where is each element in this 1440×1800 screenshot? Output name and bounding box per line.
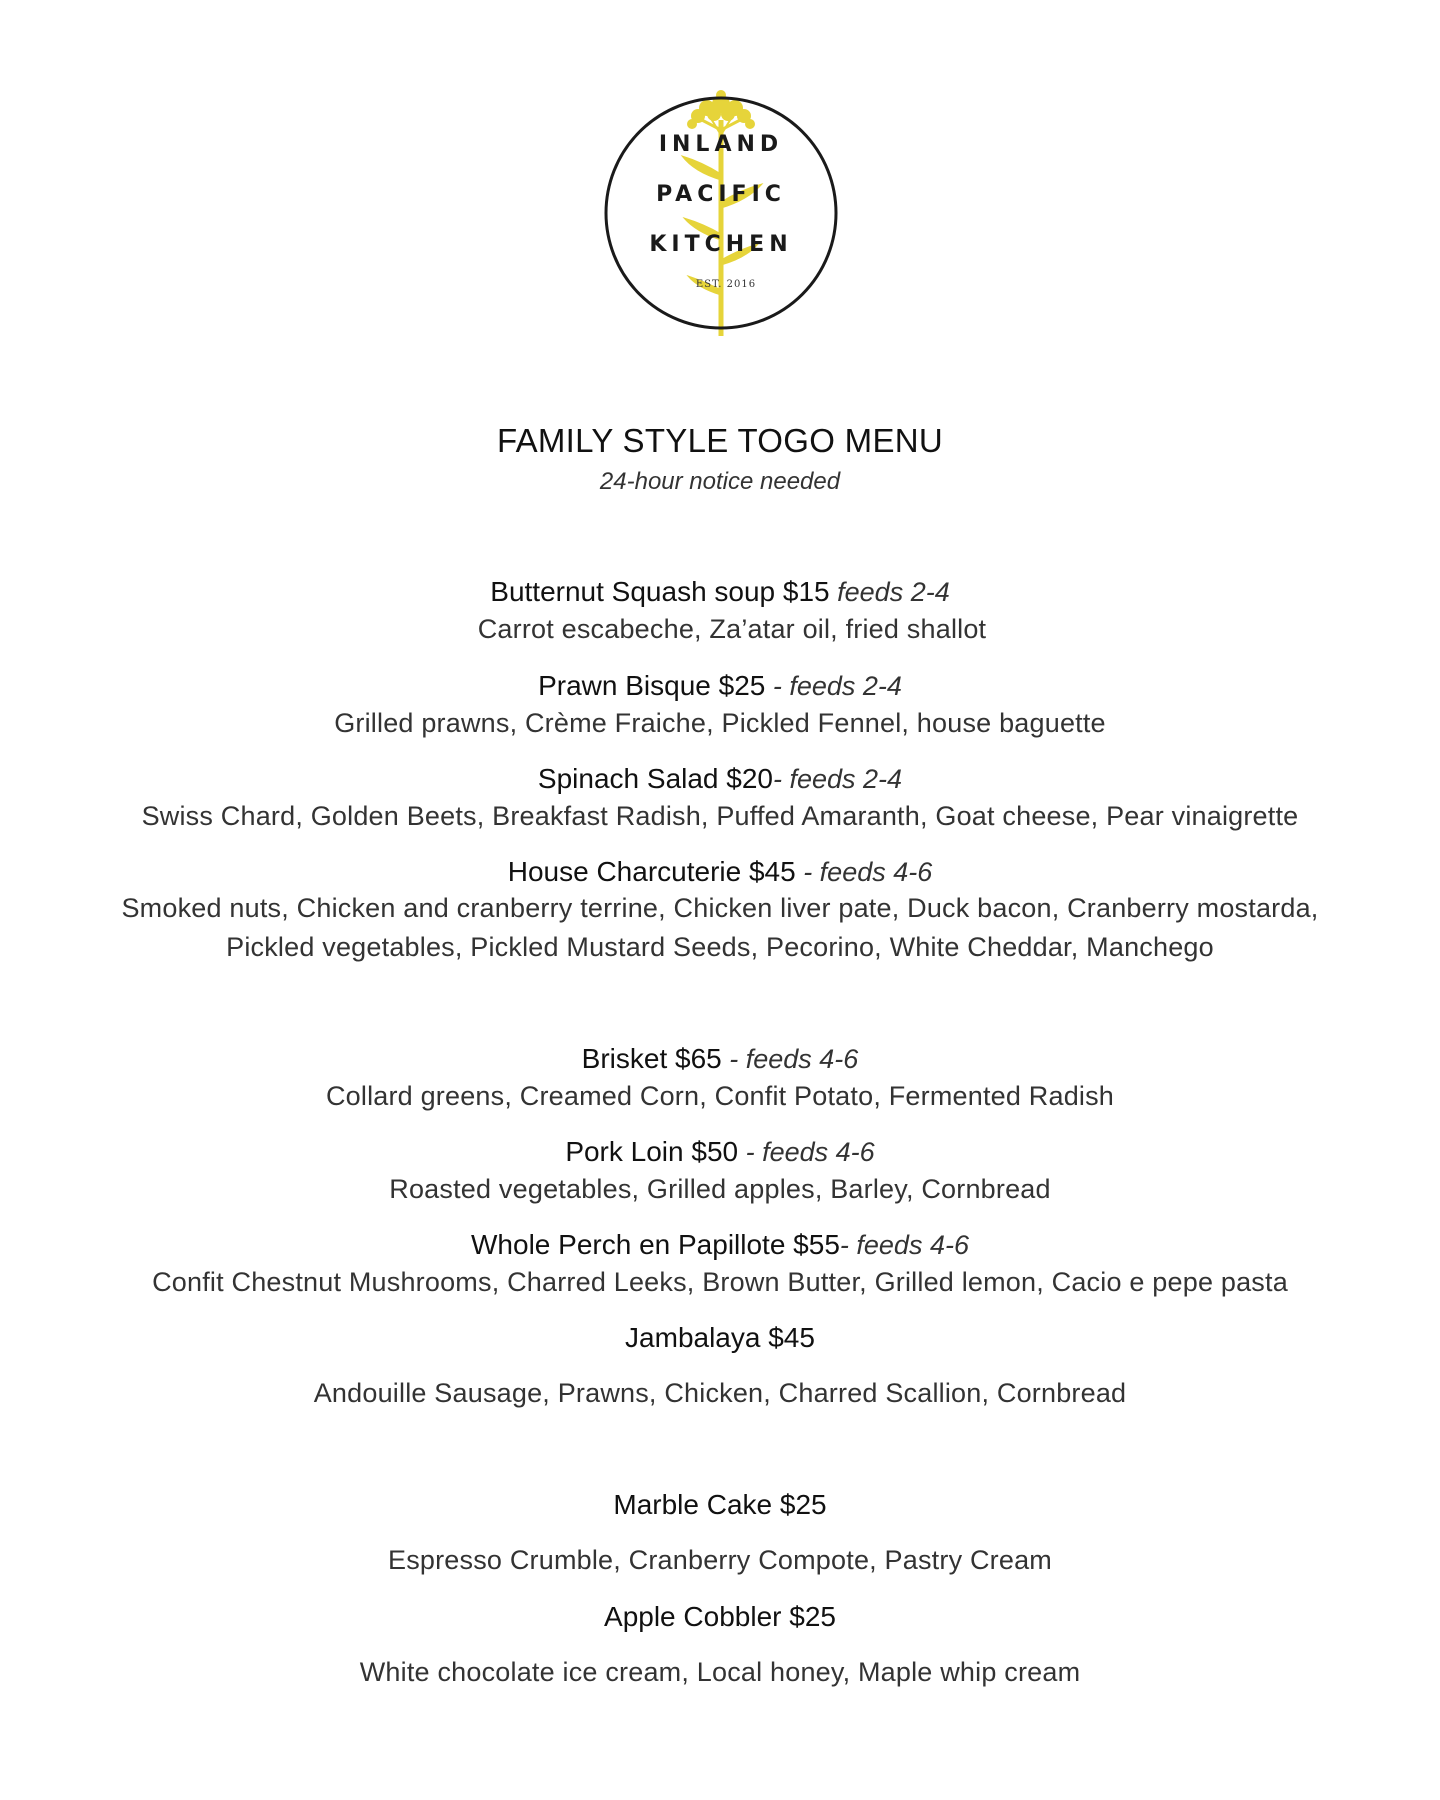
item-name: Apple Cobbler $25 [604, 1601, 836, 1632]
item-heading [0, 1489, 1440, 1521]
item-description: Grilled prawns, Crème Fraiche, Pickled Fennel, house baguette [334, 708, 1106, 738]
item-description: White chocolate ice cream, Local honey, Maple whip cream [359, 1657, 1081, 1687]
item-heading [0, 1322, 1440, 1354]
item-description: Espresso Crumble, Cranberry Compote, Pastry Cream [387, 1545, 1052, 1575]
item-name: Brisket $65 [581, 1043, 722, 1074]
item-name: Marble Cake $25 [613, 1489, 827, 1520]
item-description: Andouille Sausage, Prawns, Chicken, Charred Scallion, Cornbread [313, 1378, 1127, 1408]
item-feeds: feeds 2-4 [829, 577, 950, 607]
item-name: Prawn Bisque $25 [538, 670, 766, 701]
item-heading [0, 1601, 1440, 1633]
restaurant-logo [586, 90, 856, 336]
item-description: Confit Chestnut Mushrooms, Charred Leeks, Brown Butter, Grilled lemon, Cacio e pepe pasta [152, 1267, 1288, 1297]
item-heading [0, 1043, 1440, 1075]
logo-emblem [586, 90, 856, 336]
item-feeds: - feeds 4-6 [839, 1230, 969, 1260]
item-description-continued: Pickled vegetables, Pickled Mustard Seeds, Pecorino, White Cheddar, Manchego [226, 932, 1214, 962]
item-name: Spinach Salad $20 [537, 763, 773, 794]
item-description: Smoked nuts, Chicken and cranberry terrine, Chicken liver pate, Duck bacon, Cranberry mostarda, [121, 893, 1319, 923]
item-feeds: - feeds 2-4 [765, 671, 902, 701]
item-description: Swiss Chard, Golden Beets, Breakfast Radish, Puffed Amaranth, Goat cheese, Pear vinaigrette [141, 801, 1299, 831]
logo-text-pacific: PACIFIC [656, 182, 786, 207]
menu-title: FAMILY STYLE TOGO MENU [496, 422, 944, 459]
item-name: Jambalaya $45 [625, 1322, 815, 1353]
item-heading [0, 1136, 1440, 1168]
item-name: House Charcuterie $45 [507, 856, 796, 887]
logo-text-kitchen: KITCHEN [649, 232, 793, 257]
item-feeds: - feeds 4-6 [721, 1044, 859, 1074]
item-name: Butternut Squash soup $15 [490, 576, 830, 607]
item-heading [0, 576, 1440, 608]
item-name: Whole Perch en Papillote $55 [471, 1229, 840, 1260]
item-heading [0, 1229, 1440, 1261]
item-name: Pork Loin $50 [565, 1136, 739, 1167]
item-heading [0, 670, 1440, 702]
item-description: Carrot escabeche, Za’atar oil, fried shallot [477, 614, 987, 644]
item-heading [0, 856, 1440, 888]
item-description: Roasted vegetables, Grilled apples, Barley, Cornbread [389, 1174, 1051, 1204]
item-feeds: - feeds 2-4 [773, 764, 903, 794]
item-feeds: - feeds 4-6 [795, 857, 933, 887]
logo-established: EST. 2016 [695, 279, 757, 290]
menu-subtitle: 24-hour notice needed [599, 468, 841, 495]
item-heading [0, 763, 1440, 795]
logo-text-inland: INLAND [658, 132, 784, 157]
item-feeds: - feeds 4-6 [738, 1137, 875, 1167]
item-description: Collard greens, Creamed Corn, Confit Potato, Fermented Radish [325, 1081, 1115, 1111]
